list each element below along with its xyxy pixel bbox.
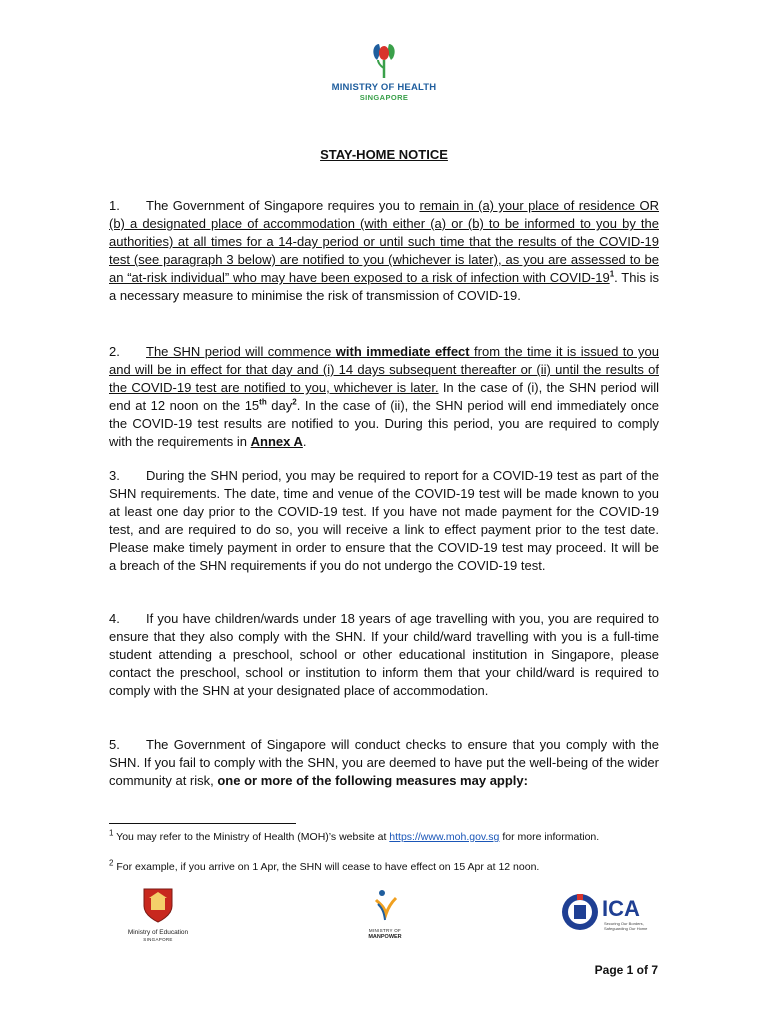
paragraph-number: 3. [109, 468, 120, 483]
footnote-2-text: For example, if you arrive on 1 Apr, the SHN will cease to have effect on 15 Apr at 12 noon. [113, 861, 540, 873]
p2-text-3: . In the case of (ii), the SHN period will end immediately once the COVID-19 test results are notified to you. During this period, you are required to comply with the requirements in [109, 398, 659, 449]
ordinal-suffix: th [259, 397, 267, 407]
footnote-1-text: You may refer to the Ministry of Health (MOH)’s website at [113, 831, 390, 843]
p1-underlined: remain in (a) your place of residence OR (b) a designated place of accommodation (with either (a) or (b) to be informed to you by the authorities) at all times for a 14-day period or until such time that the results of the COVID-19 test (see paragraph 3 below) are notified to you (whichever is later), as you are assessed to be an “at-risk individual” who may have been exposed to a risk of infection with COVID-19 [109, 198, 660, 285]
moe-crest-icon [141, 886, 175, 924]
footnote-2 [109, 860, 659, 874]
moh-sub: SINGAPORE [359, 93, 409, 102]
p5-bold: one or more of the following measures may apply: [217, 773, 528, 788]
mom-line-1: MINISTRY OF [368, 928, 402, 933]
p1-text-2: . This is a necessary measure to minimise the risk of transmission of COVID-19. [109, 270, 659, 303]
p2-underlined-2: from the time it is issued to you and will be in effect for that day and (i) 14 days subsequent thereafter or (ii) until the results of the COVID-19 test are notified to you, whichever is later. [109, 344, 659, 395]
p2-text-4: . [302, 434, 307, 449]
moh-website-link[interactable]: https://www.moh.gov.sg [389, 831, 500, 843]
footnote-1 [109, 830, 659, 844]
mom-logo [360, 888, 410, 941]
p2-text-2: day [266, 398, 293, 413]
footnote-ref-1: 1 [609, 269, 615, 279]
ica-name: ICA [602, 896, 640, 921]
ica-tagline: Securing Our Borders, Safeguarding Our Home [604, 921, 648, 931]
p1-text-1: The Government of Singapore requires you to [146, 198, 420, 213]
paragraph-number: 2. [109, 344, 120, 359]
paragraph-1 [109, 197, 659, 305]
footnote-mark: 1 [109, 828, 114, 838]
paragraph-2 [109, 343, 659, 451]
moh-name: MINISTRY OF HEALTH [331, 82, 437, 93]
p2-bold: with immediate effect [335, 344, 470, 359]
page-number: Page 1 of 7 [594, 963, 658, 977]
paragraph-number: 1. [109, 198, 120, 213]
moe-logo [120, 886, 196, 943]
footnote-mark: 2 [109, 858, 114, 868]
moe-sub: SINGAPORE [143, 937, 173, 942]
paragraph-number: 4. [109, 611, 120, 626]
ica-logo [560, 890, 650, 936]
paragraph-3 [109, 467, 659, 575]
moh-emblem-icon [369, 40, 399, 80]
p2-underlined-1: The SHN period will commence [146, 344, 336, 359]
footnote-ref-2: 2 [292, 397, 297, 407]
p5-text: The Government of Singapore will conduct checks to ensure that you comply with the SHN. If you fail to comply with the SHN, you are deemed to have put the well-being of the wider community at risk, [109, 737, 659, 788]
p3-text: During the SHN period, you may be required to report for a COVID-19 test as part of the SHN requirements. The date, time and venue of the COVID-19 test will be made known to you at least one day prior to the COVID-19 test. If you have not made payment for the COVID-19 test, and are required to do so, you will receive a link to effect payment prior to the test date. Please make timely payment in order to ensure that the COVID-19 test may proceed. It will be a breach of the SHN requirements if you do not undergo the COVID-19 test. [109, 468, 659, 573]
annex-a-ref: Annex A [250, 434, 303, 449]
paragraph-4 [109, 610, 659, 700]
moh-logo [324, 40, 444, 102]
p4-text: If you have children/wards under 18 years of age travelling with you, you are required to ensure that they also comply with the SHN. If your child/ward travelling with you is a full-time student attending a preschool, school or other educational institution in Singapore, please contact the preschool, school or institution to inform them that your child/ward is required to comply with the SHN at your designated place of accommodation. [109, 611, 659, 698]
document-title: STAY-HOME NOTICE [320, 147, 448, 162]
paragraph-number: 5. [109, 737, 120, 752]
footnote-1-text-2: for more information. [499, 831, 600, 843]
mom-line-2: MANPOWER [368, 934, 402, 940]
mom-emblem-icon [370, 888, 400, 922]
paragraph-5 [109, 736, 659, 790]
footnote-divider [109, 823, 296, 824]
p2-text-1: In the case of (i), the SHN period will end at 12 noon on the 15 [109, 380, 659, 413]
moe-name: Ministry of Education [127, 929, 189, 936]
ica-crest-icon [560, 890, 600, 934]
